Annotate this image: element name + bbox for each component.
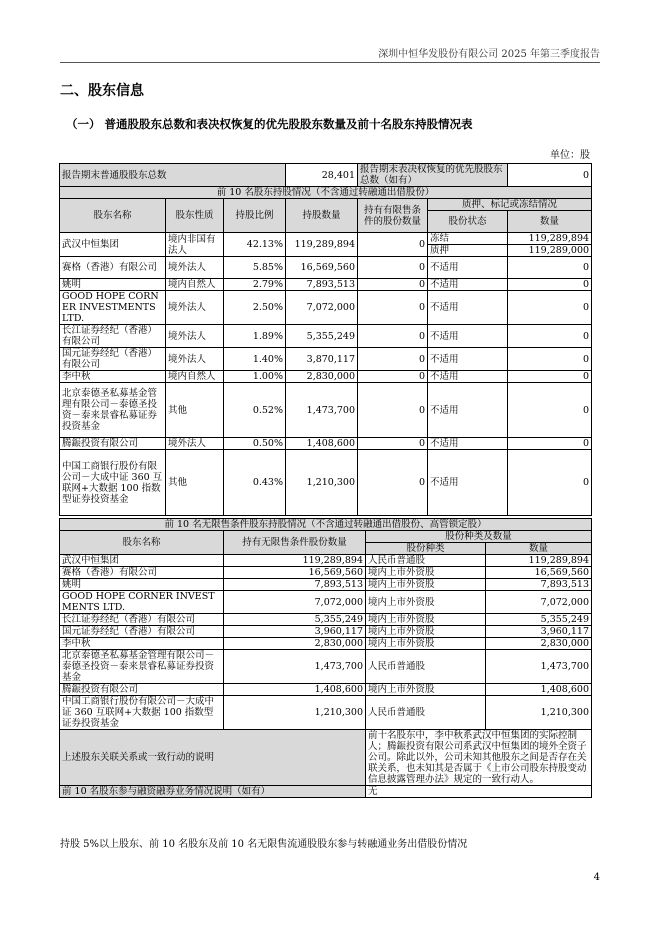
table-row — [60, 555, 592, 567]
table-row — [60, 614, 592, 626]
preferred-shareholders-value: 0 — [508, 164, 592, 187]
share-type: 境内上市外资股 — [366, 638, 486, 650]
restricted-shares: 0 — [358, 348, 428, 371]
shares-held: 3,870,117 — [286, 348, 358, 371]
restricted-shares: 0 — [358, 371, 428, 383]
shareholding-ratio: 1.00% — [224, 371, 286, 383]
pledge-status: 不适用 — [428, 383, 508, 438]
shares-held: 1,473,700 — [286, 383, 358, 438]
shares-held: 7,893,513 — [286, 279, 358, 291]
pledge-status: 不适用 — [428, 450, 508, 516]
table-row — [60, 591, 592, 614]
page-header: 深圳中恒华发股份有限公司 2025 年第三季度报告 — [378, 49, 600, 60]
pledge-qty: 0 — [508, 279, 592, 291]
unrestricted-shares: 1,473,700 — [224, 650, 366, 684]
pledge-qty: 119,289,000 — [508, 245, 592, 257]
unrestricted-shares: 3,960,117 — [224, 626, 366, 638]
restricted-shares: 0 — [358, 257, 428, 279]
share-type: 境内上市外资股 — [366, 614, 486, 626]
pledge-status: 冻结 — [428, 233, 508, 245]
shareholder-nature: 境外法人 — [166, 291, 224, 325]
share-qty: 16,569,560 — [486, 567, 592, 579]
shareholding-ratio: 0.43% — [224, 450, 286, 516]
shareholder-name: 腾鋠投资有限公司 — [60, 438, 166, 450]
share-qty: 1,408,600 — [486, 684, 592, 696]
table-row — [60, 579, 592, 591]
header-status: 股份状态 — [428, 211, 508, 233]
shareholder-name: GOOD HOPE CORNER INVESTMENTS LTD. — [60, 291, 166, 325]
shareholding-ratio: 2.79% — [224, 279, 286, 291]
pledge-status: 不适用 — [428, 257, 508, 279]
shares-held: 5,355,249 — [286, 325, 358, 348]
summary-row — [60, 164, 592, 187]
pledge-status: 质押 — [428, 245, 508, 257]
unrestricted-shares: 1,210,300 — [224, 696, 366, 730]
pledge-status: 不适用 — [428, 371, 508, 383]
unrestricted-shares: 2,830,000 — [224, 638, 366, 650]
pledge-qty: 0 — [508, 371, 592, 383]
shareholder-name: 姚明 — [60, 279, 166, 291]
shareholder-nature: 境内非国有法人 — [166, 233, 224, 257]
pledge-status: 不适用 — [428, 291, 508, 325]
pledge-status: 不适用 — [428, 279, 508, 291]
shareholder-name: 北京泰德圣私募基金管理有限公司－泰德圣投资－泰来景睿私募证券投资基金 — [60, 383, 166, 438]
unrestricted-shareholders-table — [59, 518, 592, 798]
shareholder-nature: 境外法人 — [166, 257, 224, 279]
restricted-shares: 0 — [358, 233, 428, 257]
restricted-shares: 0 — [358, 383, 428, 438]
shareholder-name: 中国工商银行股份有限公司－大成中证 360 互联网+大数据 100 指数型证券投资基金 — [60, 450, 166, 516]
shareholder-name: 长江证券经纪（香港）有限公司 — [60, 325, 166, 348]
top10-shareholders-table — [59, 163, 592, 516]
shareholding-ratio: 1.89% — [224, 325, 286, 348]
pledge-qty: 0 — [508, 257, 592, 279]
share-qty: 2,830,000 — [486, 638, 592, 650]
table-row — [60, 383, 592, 438]
restricted-shares: 0 — [358, 450, 428, 516]
restricted-shares: 0 — [358, 438, 428, 450]
shares-held: 2,830,000 — [286, 371, 358, 383]
header-nature: 股东性质 — [166, 199, 224, 233]
margin-trading-row — [60, 786, 592, 798]
shares-held: 1,210,300 — [286, 450, 358, 516]
related-parties-row — [60, 730, 592, 786]
shareholder-nature: 其他 — [166, 450, 224, 516]
pledge-qty: 0 — [508, 383, 592, 438]
total-shareholders-value: 28,401 — [286, 164, 358, 187]
table-row — [60, 325, 592, 348]
share-qty: 7,893,513 — [486, 579, 592, 591]
share-type: 人民币普通股 — [366, 650, 486, 684]
share-qty: 1,473,700 — [486, 650, 592, 684]
unrestricted-shares: 7,893,513 — [224, 579, 366, 591]
table-row — [60, 638, 592, 650]
table-row — [60, 567, 592, 579]
header-name: 股东名称 — [60, 531, 224, 555]
table-row — [60, 684, 592, 696]
unrestricted-shares: 119,289,894 — [224, 555, 366, 567]
table-row — [60, 696, 592, 730]
related-parties-text: 前十名股东中，李中秋系武汉中恒集团的实际控制人；腾鋠投资有限公司系武汉中恒集团的境外全资子公司。除此以外，公司未知其他股东之间是否存在关联关系，也未知其是否属于《上市公司股东持股变动信息披露管理办法》规定的一致行动人。 — [366, 730, 592, 786]
unrestricted-shares: 7,072,000 — [224, 591, 366, 614]
page-number: 4 — [593, 872, 600, 883]
shareholder-name: 武汉中恒集团 — [60, 555, 224, 567]
shares-held: 1,408,600 — [286, 438, 358, 450]
related-parties-label: 上述股东关联关系或一致行动的说明 — [60, 730, 366, 786]
unit-label: 单位：股 — [550, 150, 590, 161]
pledge-qty: 0 — [508, 348, 592, 371]
shareholding-ratio: 2.50% — [224, 291, 286, 325]
pledge-qty: 0 — [508, 450, 592, 516]
shareholder-name: 武汉中恒集团 — [60, 233, 166, 257]
share-type: 境内上市外资股 — [366, 591, 486, 614]
section-title: 二、股东信息 — [60, 83, 144, 99]
table-row — [60, 233, 592, 245]
sub-title: （一） 普通股股东总数和表决权恢复的优先股股东数量及前十名股东持股情况表 — [66, 117, 473, 131]
shareholder-name: 李中秋 — [60, 638, 224, 650]
shareholder-nature: 境内自然人 — [166, 371, 224, 383]
restricted-shares: 0 — [358, 291, 428, 325]
margin-trading-text: 无 — [366, 786, 592, 798]
header-pledge-group: 质押、标记或冻结情况 — [428, 199, 592, 211]
restricted-shares: 0 — [358, 279, 428, 291]
header-share-type: 股份种类 — [366, 543, 486, 555]
header-name: 股东名称 — [60, 199, 166, 233]
table-row — [60, 291, 592, 325]
unrestricted-shares: 5,355,249 — [224, 614, 366, 626]
share-type: 境内上市外资股 — [366, 567, 486, 579]
table-row — [60, 626, 592, 638]
header-qty: 数量 — [508, 211, 592, 233]
table-row — [60, 650, 592, 684]
pledge-qty: 119,289,894 — [508, 233, 592, 245]
share-type: 境内上市外资股 — [366, 579, 486, 591]
unrestricted-shares: 1,408,600 — [224, 684, 366, 696]
unrestricted-title: 前 10 名无限售条件股东持股情况（不含通过转融通出借股份、高管锁定股） — [60, 519, 592, 531]
shareholder-name: 姚明 — [60, 579, 224, 591]
shareholder-nature: 境外法人 — [166, 348, 224, 371]
share-qty: 7,072,000 — [486, 591, 592, 614]
share-qty: 119,289,894 — [486, 555, 592, 567]
table-row — [60, 438, 592, 450]
shareholder-name: 李中秋 — [60, 371, 166, 383]
restricted-shares: 0 — [358, 325, 428, 348]
share-qty: 5,355,249 — [486, 614, 592, 626]
total-shareholders-label: 报告期末普通股股东总数 — [60, 164, 286, 187]
table-row — [60, 257, 592, 279]
shareholding-ratio: 5.85% — [224, 257, 286, 279]
table-row — [60, 450, 592, 516]
shareholder-name: 北京泰德圣私募基金管理有限公司－泰德圣投资－泰来景睿私募证券投资基金 — [60, 650, 224, 684]
preferred-shareholders-label: 报告期末表决权恢复的优先股股东总数（如有） — [358, 164, 508, 187]
table-row — [60, 371, 592, 383]
header-restricted: 持有有限售条件的股份数量 — [358, 199, 428, 233]
unrestricted-shares: 16,569,560 — [224, 567, 366, 579]
shareholder-name: GOOD HOPE CORNER INVESTMENTS LTD. — [60, 591, 224, 614]
table-row — [60, 279, 592, 291]
pledge-status: 不适用 — [428, 348, 508, 371]
pledge-status: 不适用 — [428, 325, 508, 348]
shareholder-name: 国元证券经纪（香港）有限公司 — [60, 626, 224, 638]
shareholder-name: 长江证券经纪（香港）有限公司 — [60, 614, 224, 626]
shareholding-ratio: 0.50% — [224, 438, 286, 450]
share-qty: 3,960,117 — [486, 626, 592, 638]
shares-held: 7,072,000 — [286, 291, 358, 325]
header-type-group: 股份种类及数量 — [366, 531, 592, 543]
top10-title: 前 10 名股东持股情况（不含通过转融通出借股份） — [60, 187, 592, 199]
margin-trading-label: 前 10 名股东参与融资融券业务情况说明（如有） — [60, 786, 366, 798]
share-type: 人民币普通股 — [366, 555, 486, 567]
shareholding-ratio: 1.40% — [224, 348, 286, 371]
share-type: 人民币普通股 — [366, 696, 486, 730]
shareholder-name: 腾鋠投资有限公司 — [60, 684, 224, 696]
shareholder-name: 赛格（香港）有限公司 — [60, 257, 166, 279]
shares-held: 16,569,560 — [286, 257, 358, 279]
shares-held: 119,289,894 — [286, 233, 358, 257]
shareholder-name: 中国工商银行股份有限公司－大成中证 360 互联网+大数据 100 指数型证券投资基金 — [60, 696, 224, 730]
shareholder-nature: 其他 — [166, 383, 224, 438]
shareholder-nature: 境外法人 — [166, 325, 224, 348]
header-ratio: 持股比例 — [224, 199, 286, 233]
shareholder-name: 国元证券经纪（香港）有限公司 — [60, 348, 166, 371]
header-qty: 数量 — [486, 543, 592, 555]
shareholder-name: 赛格（香港）有限公司 — [60, 567, 224, 579]
header-unrestricted-shares: 持有无限售条件股份数量 — [224, 531, 366, 555]
share-type: 境内上市外资股 — [366, 684, 486, 696]
shareholder-nature: 境外法人 — [166, 438, 224, 450]
table-row — [60, 348, 592, 371]
header-divider — [60, 62, 600, 63]
shareholder-nature: 境内自然人 — [166, 279, 224, 291]
pledge-qty: 0 — [508, 438, 592, 450]
pledge-qty: 0 — [508, 291, 592, 325]
shareholding-ratio: 0.52% — [224, 383, 286, 438]
footer-note: 持股 5%以上股东、前 10 名股东及前 10 名无限售流通股股东参与转融通业务出借股份情况 — [60, 839, 468, 850]
header-shares: 持股数量 — [286, 199, 358, 233]
share-qty: 1,210,300 — [486, 696, 592, 730]
pledge-status: 不适用 — [428, 438, 508, 450]
pledge-qty: 0 — [508, 325, 592, 348]
shareholding-ratio: 42.13% — [224, 233, 286, 257]
share-type: 境内上市外资股 — [366, 626, 486, 638]
